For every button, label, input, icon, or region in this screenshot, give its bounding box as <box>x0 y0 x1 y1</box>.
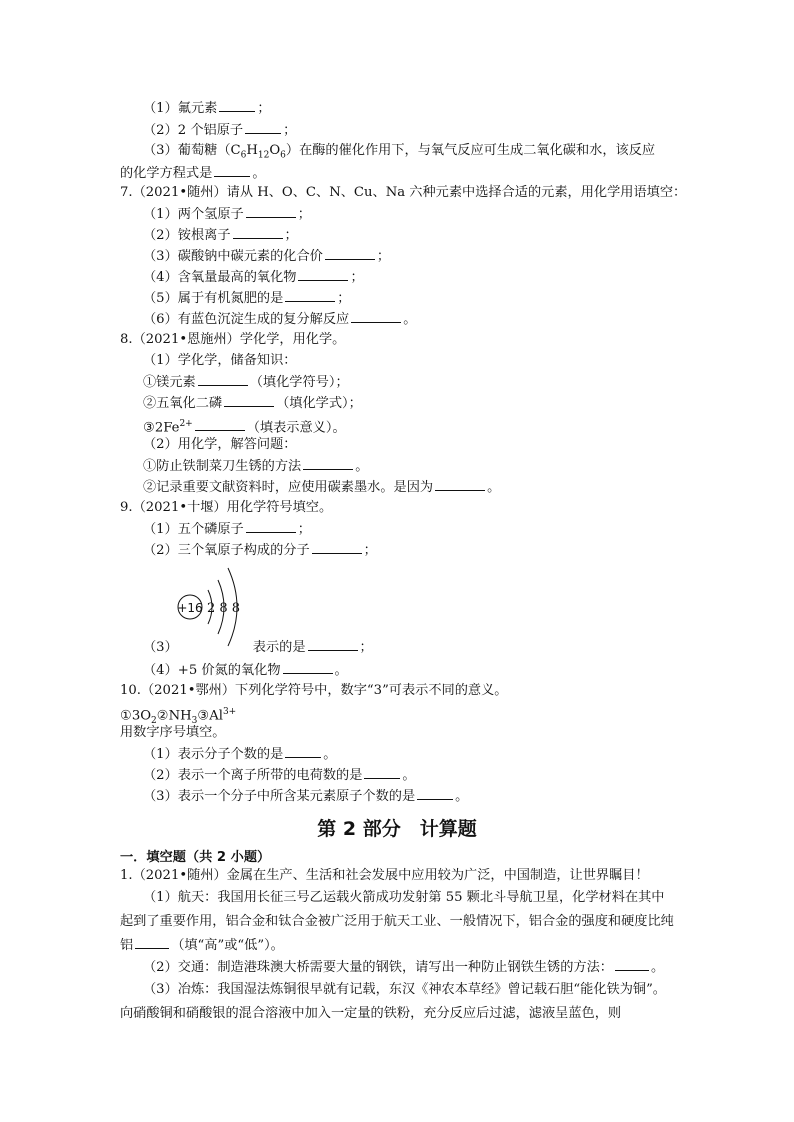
item-aluminum: （2）2 个铝原子 ； <box>143 120 296 141</box>
answer-blank[interactable] <box>615 957 649 971</box>
q7-item-6: （6）有蓝色沉淀生成的复分解反应 。 <box>143 309 416 330</box>
q9-i4: （4）+5 价氮的氧化物 。 <box>143 660 348 681</box>
answer-blank[interactable] <box>283 660 333 674</box>
p2-q1-part2: （2）交通：制造港珠澳大桥需要大量的钢铁，请写出一种防止钢铁生锈的方法： 。 <box>143 957 664 978</box>
answer-blank[interactable] <box>219 98 255 112</box>
q10-stem: 10.（2021•鄂州）下列化学符号中，数字“3”可表示不同的意义。 <box>120 683 508 698</box>
q8-a1: ①镁元素 （填化学符号）； <box>143 372 349 393</box>
q7-item-2: （2）铵根离子 ； <box>143 225 298 246</box>
q9-i2: （2）三个氧原子构成的分子 ； <box>143 540 377 561</box>
answer-blank[interactable] <box>325 246 375 260</box>
answer-blank[interactable] <box>246 204 296 218</box>
q8-b1: ①防止铁制菜刀生锈的方法 。 <box>143 456 368 477</box>
section-heading: 一．填空题（共 2 小题） <box>120 850 271 865</box>
q10-i3: （3）表示一个分子中所含某元素原子个数的是 。 <box>143 786 468 807</box>
q10-i1: （1）表示分子个数的是 。 <box>143 744 336 765</box>
answer-blank[interactable] <box>285 288 335 302</box>
part-title: 第 2 部分 计算题 <box>317 818 477 840</box>
answer-blank[interactable] <box>298 267 348 281</box>
answer-blank[interactable] <box>364 765 400 779</box>
p2-q1-part3: （3）冶炼：我国湿法炼铜很早就有记载，东汉《神农本草经》曾记载石胆“能化铁为铜”。向硝酸铜和硝酸银的混合溶液中加入一定量的铁粉，充分反应后过滤，滤液呈蓝色，则 <box>120 982 666 1021</box>
q9-stem: 9.（2021•十堰）用化学符号填空。 <box>120 500 333 515</box>
q7-item-4: （4）含氧量最高的氧化物 ； <box>143 267 364 288</box>
item-glucose: （3）葡萄糖$(C_6H_{12}O_6)$在酶的催化作用下，与氧气反应可生成二氧化碳和水，该反应 <box>143 143 656 161</box>
q8-part2: （2）用化学，解答问题： <box>143 437 297 452</box>
q10-i2: （2）表示一个离子所带的电荷数的是 。 <box>143 765 416 786</box>
q9-i3: （3） 表示的是 ； <box>143 637 373 658</box>
answer-blank[interactable] <box>303 456 353 470</box>
q8-stem: 8.（2021•恩施州）学化学，用化学。 <box>120 332 346 347</box>
q8-a2: ②五氧化二磷 （填化学式）； <box>143 393 362 414</box>
answer-blank[interactable] <box>214 163 250 177</box>
answer-blank[interactable] <box>198 372 248 386</box>
p2-q1-stem: 1.（2021•随州）金属在生产、生活和社会发展中应用较为广泛，中国制造，让世界瞩目！ <box>120 868 649 883</box>
q8-part1: （1）学化学，储备知识： <box>143 353 297 368</box>
shell-electrons: 2 8 8 <box>207 601 241 616</box>
q7-item-5: （5）属于有机氮肥的是 ； <box>143 288 350 309</box>
answer-blank[interactable] <box>224 393 274 407</box>
q8-b2: ②记录重要文献资料时，应使用碳素墨水。是因为 。 <box>143 477 500 498</box>
answer-blank[interactable] <box>246 519 296 533</box>
nucleus-charge: +16 <box>177 601 203 615</box>
answer-blank[interactable] <box>351 309 401 323</box>
q10-instr: 用数字序号填空。 <box>120 725 226 740</box>
answer-blank[interactable] <box>135 935 169 949</box>
answer-blank[interactable] <box>285 744 321 758</box>
answer-blank[interactable] <box>195 417 245 431</box>
item-fluorine: （1）氟元素 ； <box>143 98 271 119</box>
q9-i1: （1）五个磷原子 ； <box>143 519 311 540</box>
q10-formulas: $①3O_2②NH_3③Al^{3+}$ <box>120 707 237 727</box>
q8-a3: $③2Fe^{2+}$ （填表示意义）。 <box>143 419 346 436</box>
answer-blank[interactable] <box>245 120 281 134</box>
answer-blank[interactable] <box>308 637 358 651</box>
answer-blank[interactable] <box>233 225 283 239</box>
q7-item-1: （1）两个氢原子 ； <box>143 204 311 225</box>
answer-blank[interactable] <box>312 540 362 554</box>
item-glucose-cont: 的化学方程式是 。 <box>120 163 266 184</box>
answer-blank[interactable] <box>417 786 453 800</box>
answer-blank[interactable] <box>435 477 485 491</box>
p2-q1-part1: （1）航天：我国用长征三号乙运载火箭成功发射第 55 颗北斗导航卫星，化学材料在其中起到了重要作用，铝合金和钛合金被广泛用于航天工业、一般情况下，铝合金的强度和硬度比纯铝 （填“高”或“低”）。 <box>120 890 674 953</box>
q7-item-3: （3）碳酸钠中碳元素的化合价 ； <box>143 246 390 267</box>
q7-stem: 7.（2021•随州）请从 H、O、C、N、Cu、Na 六种元素中选择合适的元素，用化学用语填空： <box>120 185 687 200</box>
